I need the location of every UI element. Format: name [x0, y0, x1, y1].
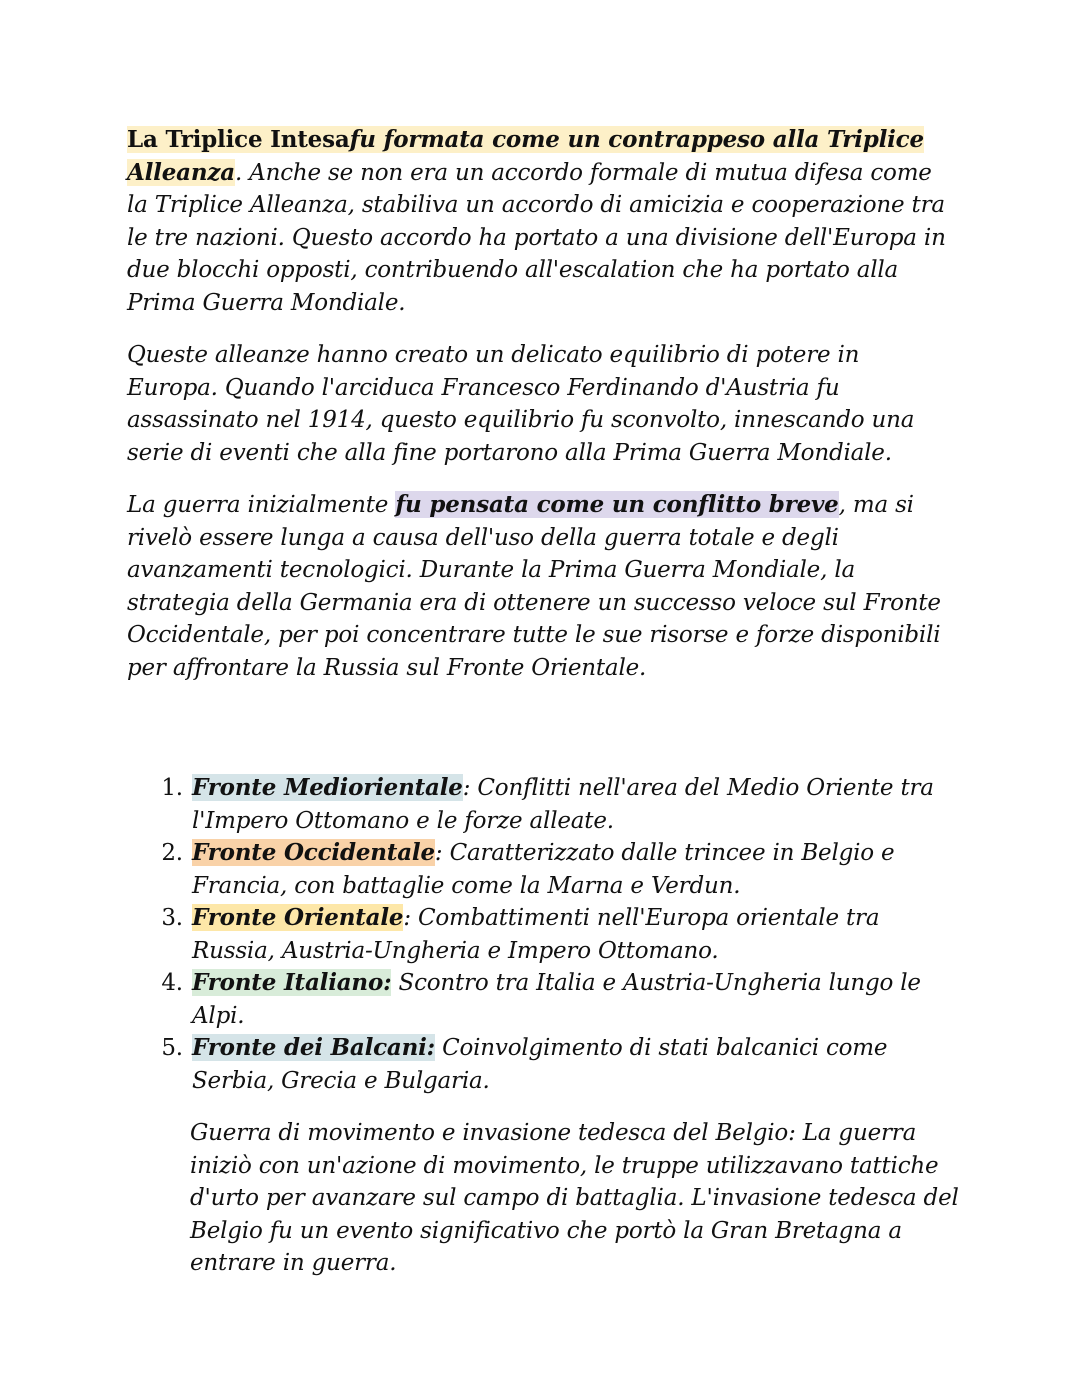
front-title: Fronte dei Balcani:: [192, 1034, 435, 1061]
front-title: Fronte Italiano:: [192, 969, 392, 996]
front-separator: :: [434, 840, 450, 866]
paragraph-text: , ma si rivelò essere lunga a causa dell'uso della guerra totale e degli avanzamenti tecnologici. Durante la Prima Guerra Mondiale, la strategia della Germania era di ottenere un successo veloce sul Fronte Occidentale, per poi concentrare tutte le sue risorse e forze disponibili per affrontare la Russia sul Fronte Orientale.: [127, 492, 941, 681]
front-title: Fronte Mediorientale: [192, 774, 463, 801]
list-item-fronte-occidentale: [190, 837, 957, 902]
front-title: Fronte Occidentale: [192, 839, 435, 866]
front-description: Combattimenti nell'Europa orientale tra Russia, Austria-Ungheria e Impero Ottomano.: [192, 905, 880, 964]
paragraph-alleanze-equilibrio: Queste alleanze hanno creato un delicato equilibrio di potere in Europa. Quando l'arciduca Francesco Ferdinando d'Austria fu assassinato nel 1914, questo equilibrio fu sconvolto, innescando una serie di eventi che alla fine portarono alla Prima Guerra Mondiale.: [127, 342, 915, 466]
front-separator: [391, 970, 398, 996]
front-description: Coinvolgimento di stati balcanici come Serbia, Grecia e Bulgaria.: [192, 1035, 888, 1094]
list-item-fronte-balcani: [190, 1032, 957, 1097]
front-description: Caratterizzato dalle trincee in Belgio e Francia, con battaglie come la Marna e Verdun.: [192, 840, 895, 899]
list-item-fronte-orientale: [190, 902, 957, 967]
front-separator: :: [462, 775, 478, 801]
highlight-contrappeso: fu formata come un contrappeso alla Triplice Alleanza: [127, 126, 924, 186]
list-item-fronte-italiano: [190, 967, 957, 1032]
front-description: Conflitti nell'area del Medio Oriente tra l'Impero Ottomano e le forze alleate.: [192, 775, 934, 834]
front-description: Scontro tra Italia e Austria-Ungheria lungo le Alpi.: [192, 970, 921, 1029]
document-page: [127, 124, 957, 1280]
paragraph-invasione-belgio: Guerra di movimento e invasione tedesca del Belgio: La guerra iniziò con un'azione di movimento, le truppe utilizzavano tattiche d'urto per avanzare sul campo di battaglia. L'invasione tedesca del Belgio fu un evento significativo che portò la Gran Bretagna a entrare in guerra.: [190, 1120, 959, 1276]
paragraph-triplice-intesa: [127, 124, 957, 319]
fronts-list: [127, 772, 957, 1097]
paragraph-text: . Anche se non era un accordo formale di mutua difesa come la Triplice Alleanza, stabiliva un accordo di amicizia e cooperazione tra le tre nazioni. Questo accordo ha portato a una divisione dell'Europa in due blocchi opposti, contribuendo all'escalation che ha portato alla Prima Guerra Mondiale.: [127, 159, 946, 316]
front-title: Fronte Orientale: [192, 904, 404, 931]
highlight-conflitto-breve: fu pensata come un conflitto breve: [395, 491, 839, 518]
paragraph-text: La guerra inizialmente: [127, 492, 396, 518]
list-item-fronte-mediorientale: [190, 772, 957, 837]
highlight-triplice-intesa: La Triplice Intesa: [127, 126, 350, 153]
paragraph-guerra-breve: [127, 489, 957, 684]
front-separator: :: [403, 905, 418, 931]
